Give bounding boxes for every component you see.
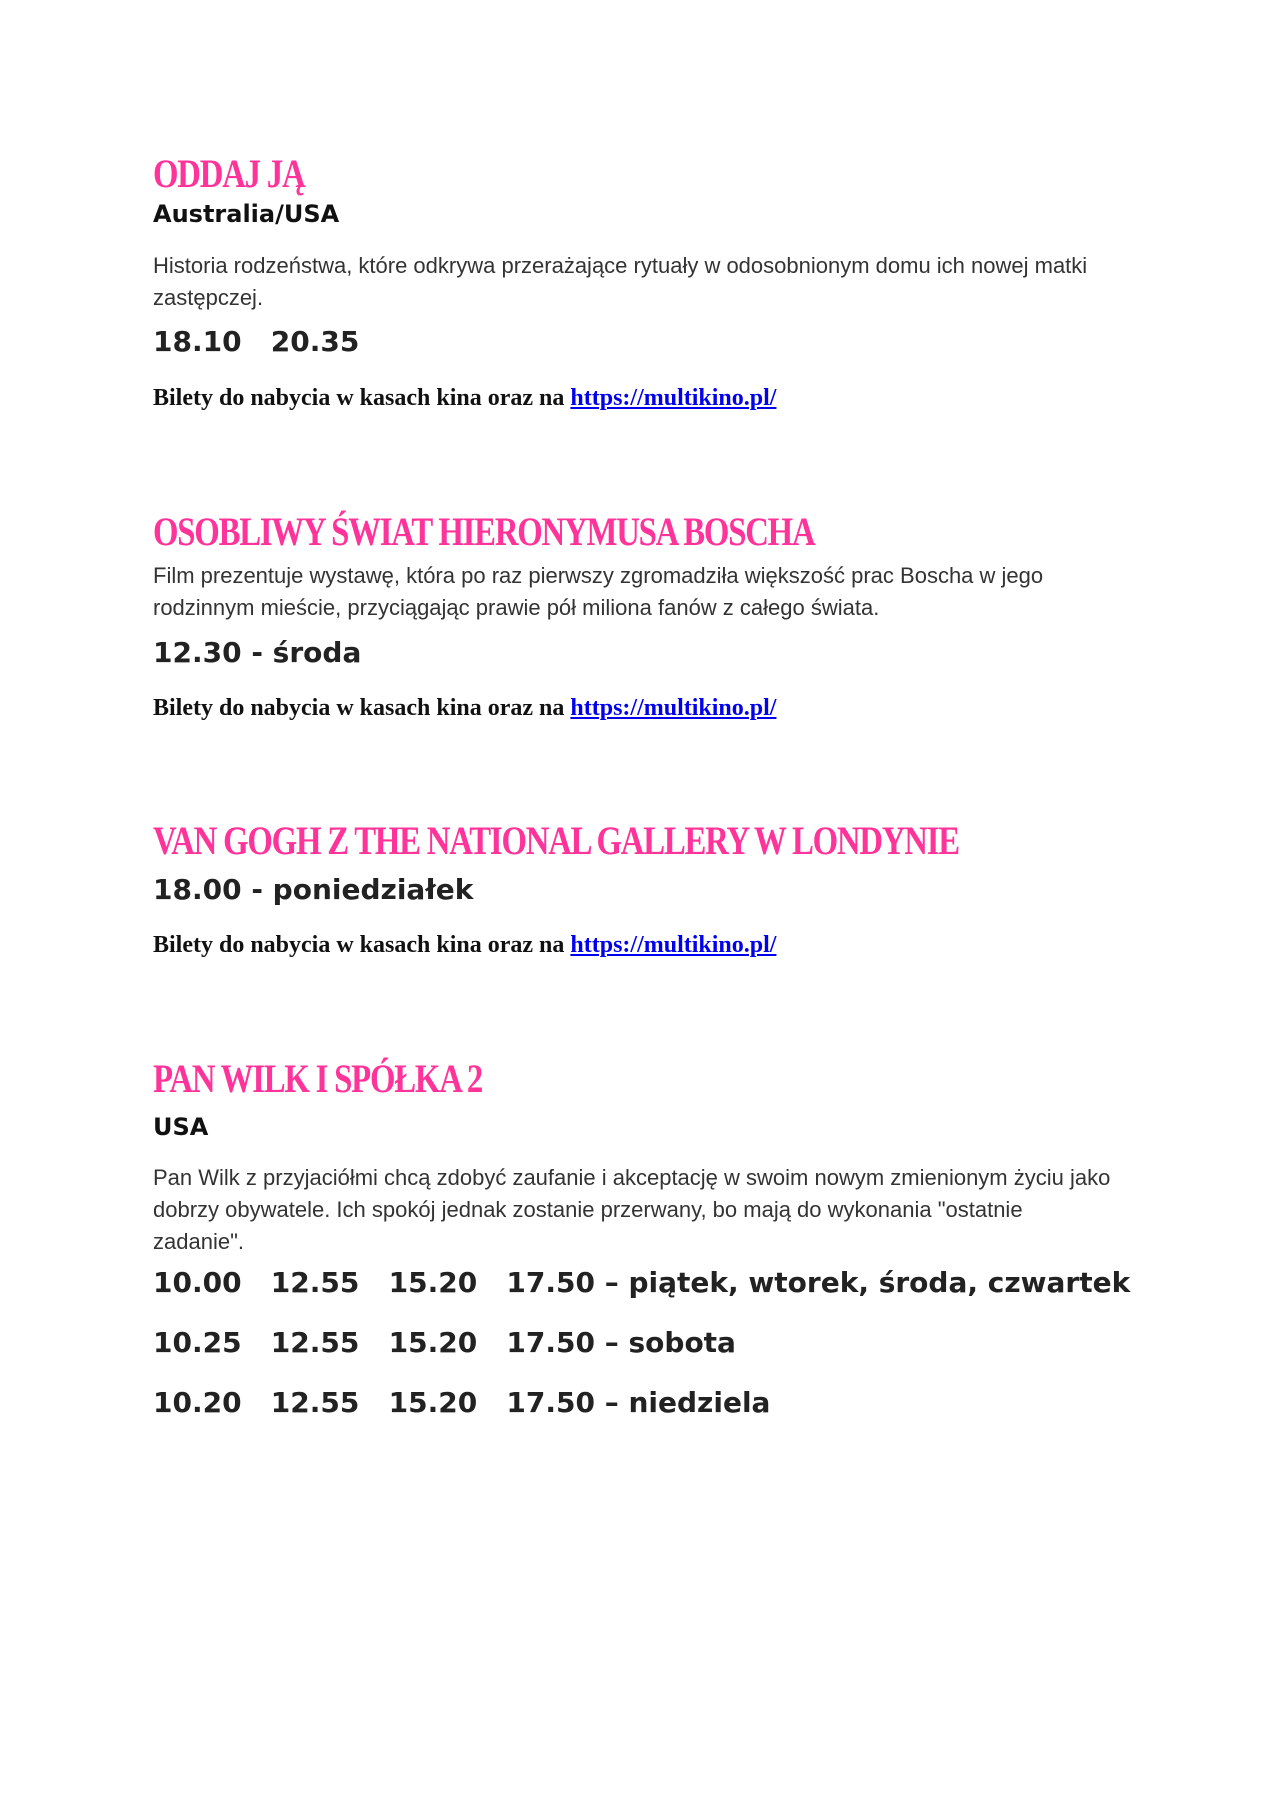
tickets-link[interactable]: https://multikino.pl/ <box>570 932 777 958</box>
film-country: Australia/USA <box>153 200 340 228</box>
showtimes: 10.25 12.55 15.20 17.50 – sobota <box>153 1326 736 1359</box>
tickets-info <box>153 695 776 722</box>
tickets-info <box>153 385 776 412</box>
film-title: ODDAJ JĄ <box>153 151 305 196</box>
film-description: Pan Wilk z przyjaciółmi chcą zdobyć zaufanie i akceptację w swoim nowym zmienionym życiu jako dobrzy obywatele. Ich spokój jednak zostanie przerwany, bo mają do wykonania "ostatnie zadanie". <box>153 1165 1111 1254</box>
showtimes: 10.20 12.55 15.20 17.50 – niedziela <box>153 1386 771 1419</box>
tickets-info <box>153 932 776 959</box>
film-title: VAN GOGH Z THE NATIONAL GALLERY W LONDYNIE <box>153 818 959 863</box>
tickets-text: Bilety do nabycia w kasach kina oraz na <box>153 695 571 721</box>
film-description: Film prezentuje wystawę, która po raz pierwszy zgromadziła większość prac Boscha w jego rodzinnym mieście, przyciągając prawie pół miliona fanów z całego świata. <box>153 563 1044 620</box>
showtimes: 18.10 20.35 <box>153 325 360 358</box>
film-description: Historia rodzeństwa, które odkrywa przerażające rytuały w odosobnionym domu ich nowej matki zastępczej. <box>153 253 1088 310</box>
showtimes: 18.00 - poniedziałek <box>153 873 474 906</box>
tickets-link[interactable]: https://multikino.pl/ <box>570 385 777 411</box>
film-country: USA <box>153 1113 209 1141</box>
showtimes: 12.30 - środa <box>153 636 362 669</box>
tickets-link[interactable]: https://multikino.pl/ <box>570 695 777 721</box>
tickets-text: Bilety do nabycia w kasach kina oraz na <box>153 385 571 411</box>
showtimes: 10.00 12.55 15.20 17.50 – piątek, wtorek, środa, czwartek <box>153 1266 1131 1299</box>
tickets-text: Bilety do nabycia w kasach kina oraz na <box>153 932 571 958</box>
film-title: PAN WILK I SPÓŁKA 2 <box>153 1056 482 1101</box>
film-title: OSOBLIWY ŚWIAT HIERONYMUSA BOSCHA <box>153 509 815 554</box>
